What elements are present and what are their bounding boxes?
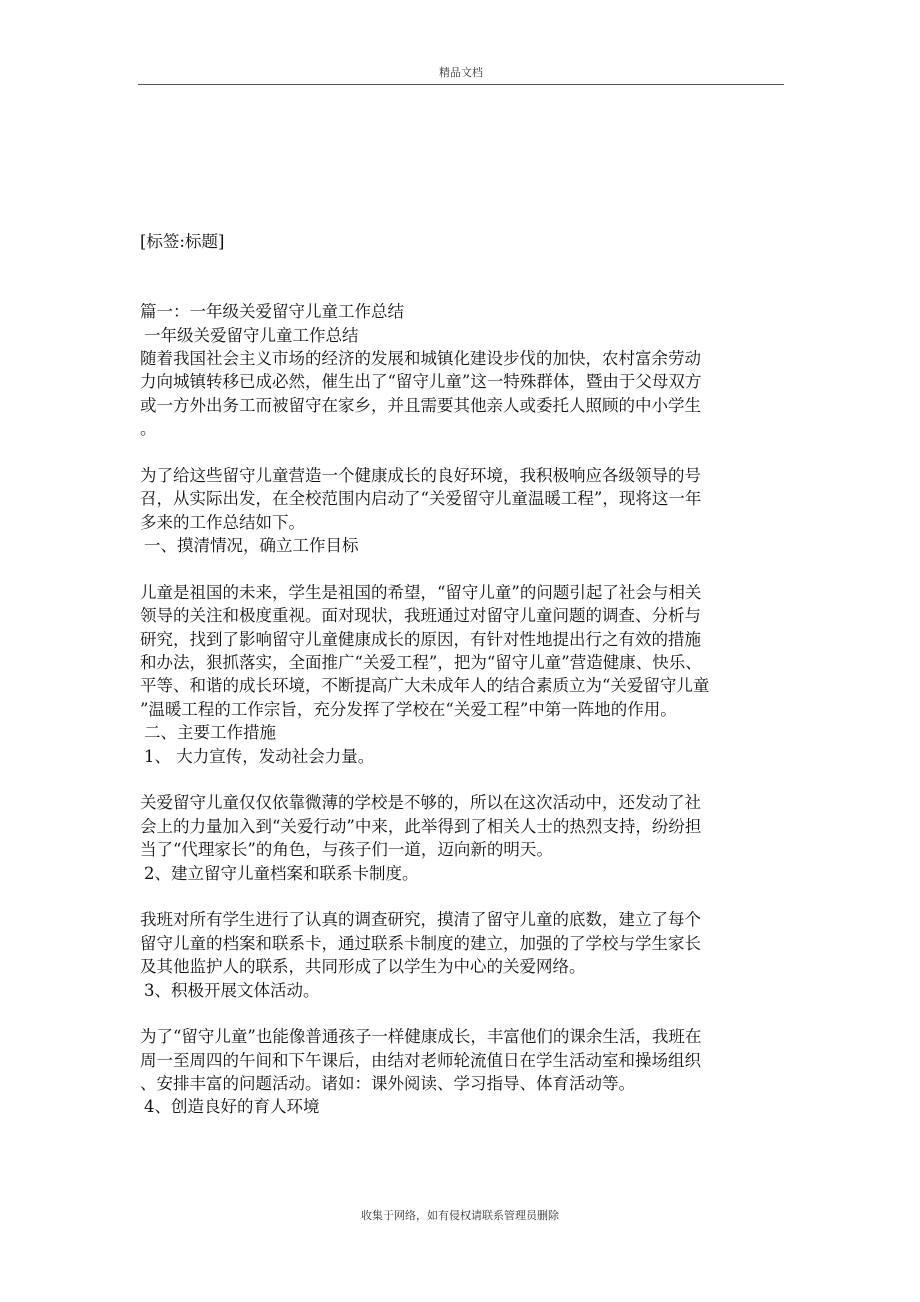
paragraph-line: 和办法，狠抓落实，全面推广“关爱工程”，把为“留守儿童”营造健康、快乐、 bbox=[140, 653, 702, 673]
paragraph-line: 留守儿童的档案和联系卡，通过联系卡制度的建立，加强的了学校与学生家长 bbox=[140, 933, 701, 953]
paragraph-5 bbox=[140, 908, 784, 978]
paragraph-line: 平等、和谐的成长环境，不断提高广大未成年人的结合素质立为“关爱留守儿童 bbox=[140, 676, 710, 696]
paragraph-line: 领导的关注和极度重视。面对现状，我班通过对留守儿童问题的调查、分析与 bbox=[140, 606, 701, 626]
header-text: 精品文档 bbox=[439, 66, 483, 79]
paragraph-6 bbox=[140, 1025, 784, 1095]
paragraph-line: 周一至周四的午间和下午课后，由结对老师轮流值日在学生活动室和操场组织 bbox=[140, 1050, 701, 1070]
paragraph-line: 多来的工作总结如下。 bbox=[140, 512, 305, 532]
paragraph-2 bbox=[140, 464, 784, 534]
subheading-4: 4、创造良好的育人环境 bbox=[144, 1097, 320, 1117]
spacer bbox=[140, 768, 784, 791]
paragraph-line: 或一方外出务工而被留守在家乡，并且需要其他亲人或委托人照顾的中小学生 bbox=[140, 395, 701, 415]
page-footer bbox=[0, 1207, 920, 1223]
paragraph-line: 会上的力量加入到“关爱行动”中来，此举得到了相关人士的热烈支持，纷纷担 bbox=[140, 816, 702, 836]
spacer bbox=[140, 885, 784, 908]
heading-2: 二、主要工作措施 bbox=[144, 723, 276, 743]
document-body bbox=[140, 230, 784, 1119]
page-header bbox=[138, 66, 784, 85]
paragraph-line: ”温暖工程的工作宗旨，充分发挥了学校在“关爱工程”中第一阵地的作用。 bbox=[140, 699, 677, 719]
spacer bbox=[140, 1002, 784, 1025]
subheading-1: 1、 大力宣传，发动社会力量。 bbox=[144, 746, 375, 766]
paragraph-line: 及其他监护人的联系，共同形成了以学生为中心的关爱网络。 bbox=[140, 957, 586, 977]
spacer bbox=[140, 253, 784, 300]
paragraph-line: 为了给这些留守儿童营造一个健康成长的良好环境，我积极响应各级领导的号 bbox=[140, 465, 701, 485]
paragraph-line: 关爱留守儿童仅仅依靠微薄的学校是不够的，所以在这次活动中，还发动了社 bbox=[140, 793, 701, 813]
paragraph-4 bbox=[140, 791, 784, 861]
paragraph-1 bbox=[140, 347, 784, 441]
subheading-2: 2、建立留守儿童档案和联系卡制度。 bbox=[144, 863, 419, 883]
paragraph-line: 儿童是祖国的未来，学生是祖国的希望，“留守儿童”的问题引起了社会与相关 bbox=[140, 582, 702, 602]
paragraph-line: 、安排丰富的问题活动。诸如：课外阅读、学习指导、体育活动等。 bbox=[140, 1074, 635, 1094]
document-subtitle: 一年级关爱留守儿童工作总结 bbox=[144, 325, 359, 345]
heading-1: 一、摸清情况，确立工作目标 bbox=[144, 536, 359, 556]
paragraph-3 bbox=[140, 581, 784, 721]
subheading-3: 3、积极开展文体活动。 bbox=[144, 980, 320, 1000]
paragraph-line: 我班对所有学生进行了认真的调查研究，摸清了留守儿童的底数，建立了每个 bbox=[140, 910, 701, 930]
footer-text: 收集于网络，如有侵权请联系管理员删除 bbox=[361, 1209, 559, 1222]
paragraph-line: 研究，找到了影响留守儿童健康成长的原因，有针对性地提出行之有效的措施 bbox=[140, 629, 701, 649]
document-tag: [标签:标题] bbox=[140, 232, 225, 251]
paragraph-line: 为了“留守儿童”也能像普通孩子一样健康成长，丰富他们的课余生活，我班在 bbox=[140, 1027, 702, 1047]
paragraph-line: 当了“代理家长”的角色，与孩子们一道，迈向新的明天。 bbox=[140, 840, 553, 860]
paragraph-line: 召，从实际出发，在全校范围内启动了“关爱留守儿童温暖工程”，现将这一年 bbox=[140, 489, 702, 509]
paragraph-line: 。 bbox=[140, 419, 157, 439]
spacer bbox=[140, 557, 784, 580]
section-title: 篇一：一年级关爱留守儿童工作总结 bbox=[140, 302, 404, 322]
spacer bbox=[140, 441, 784, 464]
paragraph-line: 随着我国社会主义市场的经济的发展和城镇化建设步伐的加快，农村富余劳动 bbox=[140, 348, 701, 368]
paragraph-line: 力向城镇转移已成必然，催生出了“留守儿童”这一特殊群体，暨由于父母双方 bbox=[140, 372, 702, 392]
